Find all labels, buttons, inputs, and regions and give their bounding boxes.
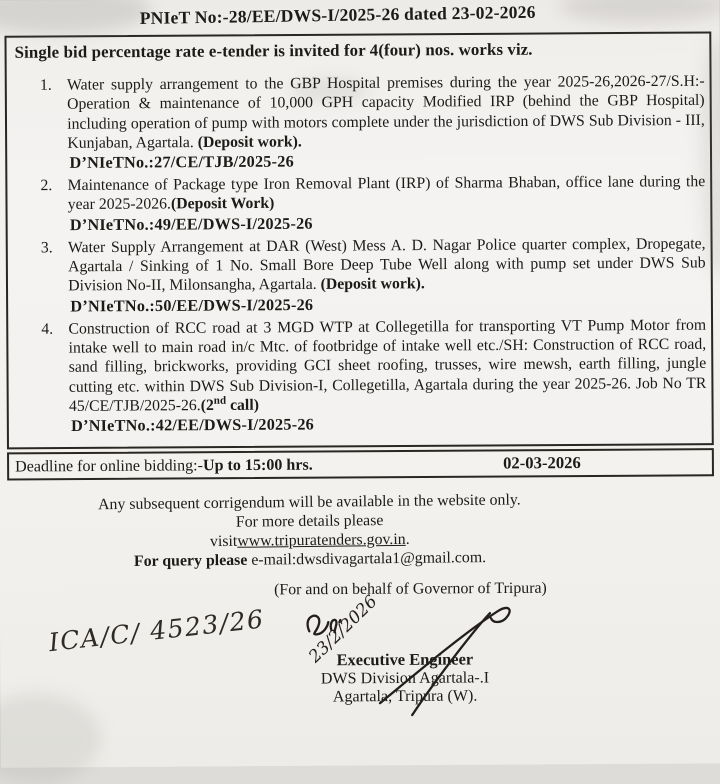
work-number: 4. [41, 320, 54, 338]
signatory-designation: Executive Engineer [336, 649, 474, 670]
work-description: Water supply arrangement to the GBP Hospital premises during the year 2025-26,2026-27/S.H:- Operation & maintenance of 10,000 GPH capacity Modified IRP (behind the GBP Hospital) including operation of pump with motors complete under the jurisdiction of DWS Sub Division - III, Kunjaban, Agartala. (Deposit work). [66, 72, 705, 152]
corrigendum-note: Any subsequent corrigendum will be available in the website only. [97, 491, 521, 514]
tender-notice-box [4, 31, 713, 449]
works-list [12, 72, 709, 437]
signature-cross-stroke [412, 613, 491, 715]
work-description: Maintenance of Package type Iron Removal Plant (IRP) of Sharma Bhaban, office lane during the year 2025-2026.(Deposit Work) [67, 173, 706, 214]
work-item [13, 315, 708, 416]
deadline-box [7, 448, 714, 480]
work-number: 2. [40, 177, 53, 195]
signatory-office: DWS Division Agartala-.I [320, 669, 490, 688]
work-description: Construction of RCC road at 3 MGD WTP at Collegetilla for transporting VT Pump Motor from intake well to main road in/c Mtc. of footbridge of intake well etc./SH: Construction of RCC road, sand filling, brickworks, providing GCI sheet roofing, trusses, wire mewsh, earth filling, jungle cutting etc. within DWS Sub Division-I, Collegetilla, Agartala during the year 2025-26. Job No TR 45/CE/TJB/2025-26.(2nd call) [68, 316, 707, 415]
nit-number: D’NIeTNo.:27/CE/TJB/2025-26 [69, 152, 294, 173]
query-email: e-mail:dwsdivagartala1@gmail.com. [247, 549, 487, 569]
visit-prefix: visit [209, 532, 238, 551]
work-description: Water Supply Arrangement at DAR (West) Mess A. D. Nagar Police quarter complex, Dropegate, Agartala / Sinking of 1 No. Small Bore Deep Tube Well along with pump set under DWS Sub Division No-II, Milonsangha, Agartala. (Deposit work). [67, 235, 706, 295]
tender-reference-header: PNIeT No:-28/EE/DWS-I/2025-26 dated 23-02-2026 [139, 1, 536, 29]
signature-scrawl [279, 591, 531, 736]
footer-notes [1, 489, 618, 572]
signatory-location: Agartala, Tripura (W). [332, 687, 478, 706]
visit-suffix: . [405, 530, 410, 549]
on-behalf-text: (For and on behalf of Governor of Tripura) [274, 579, 547, 599]
work-item [13, 234, 708, 296]
work-number: 3. [40, 239, 53, 257]
work-number: 1. [39, 76, 52, 94]
deadline-label-text: Deadline for online bidding:- [15, 457, 203, 476]
handwritten-reference: ICA/C/ 4523/26 [47, 604, 266, 658]
query-label: For query please [133, 551, 248, 571]
details-note: For more details please [235, 512, 384, 531]
handwritten-date: 23/2/2026 [305, 591, 382, 668]
work-item [12, 172, 707, 215]
nit-number: D’NIeTNo.:50/EE/DWS-I/2025-26 [70, 295, 314, 316]
signature-area [0, 591, 720, 758]
deadline-label [15, 457, 313, 477]
deadline-time: Up to 15:00 hrs. [202, 456, 313, 475]
signature-swoosh-stroke [379, 608, 510, 703]
nit-number: D’NIeTNo.:49/EE/DWS-I/2025-26 [69, 214, 313, 234]
work-item [12, 72, 707, 154]
deadline-date: 02-03-2026 [503, 453, 581, 473]
nit-number: D’NIeTNo.:42/EE/DWS-I/2025-26 [71, 415, 315, 436]
notice-heading: Single bid percentage rate e-tender is invited for 4(four) nos. works viz. [14, 39, 533, 62]
website-link: www.tripuratenders.gov.in [237, 530, 406, 550]
